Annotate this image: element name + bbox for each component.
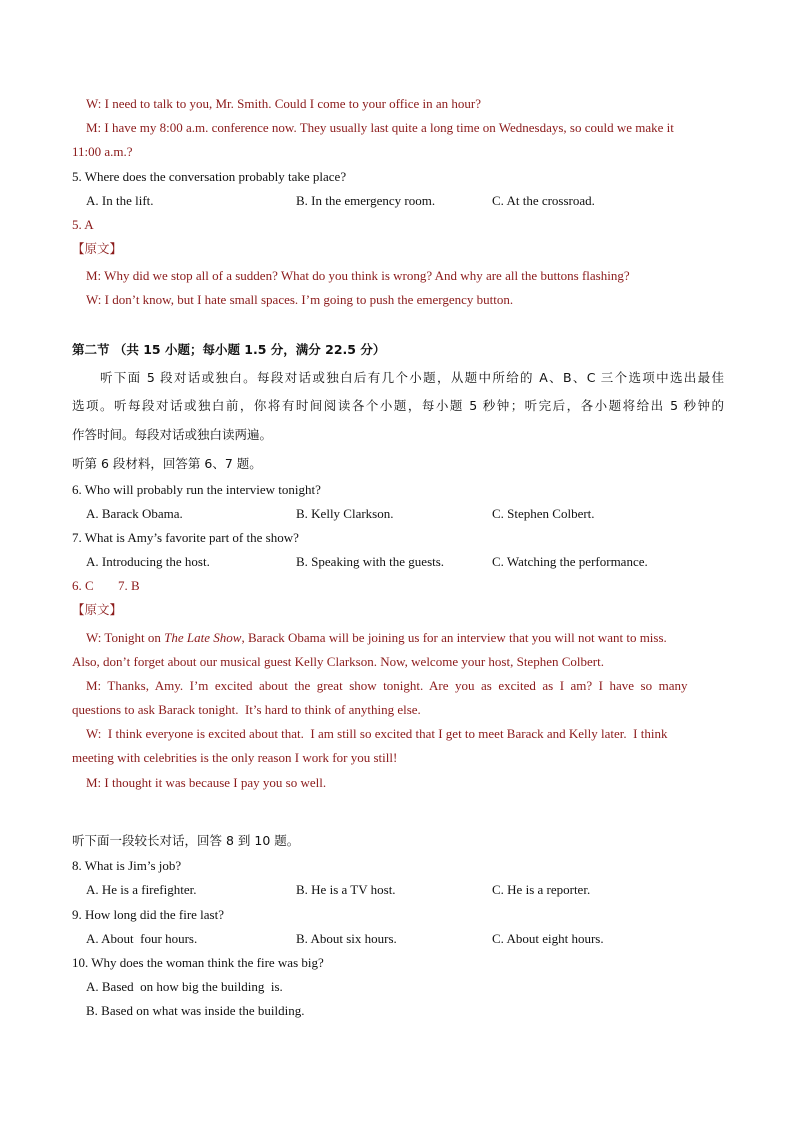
transcript-line-m-cont: 11:00 a.m.? xyxy=(72,144,133,159)
section-2-heading: 第二节 （共 15 小题；每小题 1.5 分，满分 22.5 分） xyxy=(72,342,386,357)
transcript-6-w2: W: I think everyone is excited about that. I am still so excited that I get to meet Barack and Kelly later. I think xyxy=(86,726,668,741)
q5-option-c: C. At the crossroad. xyxy=(492,193,595,208)
show-title: The Late Show xyxy=(164,630,242,645)
q6-option-b: B. Kelly Clarkson. xyxy=(296,506,394,521)
q7-option-c: C. Watching the performance. xyxy=(492,554,648,569)
q8-option-b: B. He is a TV host. xyxy=(296,882,396,897)
transcript-5-w: W: I don’t know, but I hate small spaces. I’m going to push the emergency button. xyxy=(86,292,514,307)
question-10: 10. Why does the woman think the fire was big? xyxy=(72,955,324,970)
section-2-instructions-1: 听下面 5 段对话或独白。每段对话或独白后有几个小题，从题中所给的 A、B、C 三个选项中选出最佳 xyxy=(100,370,724,385)
transcript-line-m: M: I have my 8:00 a.m. conference now. They usually last quite a long time on Wednesdays, so could we make it xyxy=(86,120,674,135)
transcript-6-m1: M: Thanks, Amy. I’m excited about the great show tonight. Are you as excited as I am? I have so many xyxy=(86,678,688,693)
transcript-6-m1-cont: questions to ask Barack tonight. It’s hard to think of anything else. xyxy=(72,702,421,717)
transcript-tag-5: 【原文】 xyxy=(72,241,123,256)
q5-option-b: B. In the emergency room. xyxy=(296,193,436,208)
q7-option-a: A. Introducing the host. xyxy=(86,554,210,569)
q5-option-a: A. In the lift. xyxy=(86,193,154,208)
transcript-6-w1-pre: W: Tonight on xyxy=(86,630,165,645)
q8-option-a: A. He is a firefighter. xyxy=(86,882,197,897)
transcript-6-w1 xyxy=(86,629,724,647)
q10-option-b: B. Based on what was inside the building. xyxy=(86,1003,305,1018)
section-2-instructions-2: 选项。听每段对话或独白前，你将有时间阅读各个小题，每小题 5 秒钟；听完后，各小题将给出 5 秒钟的 xyxy=(72,398,724,413)
q9-option-c: C. About eight hours. xyxy=(492,931,604,946)
question-5: 5. Where does the conversation probably take place? xyxy=(72,169,347,184)
q9-option-a: A. About four hours. xyxy=(86,931,198,946)
q6-option-c: C. Stephen Colbert. xyxy=(492,506,595,521)
transcript-tag-6-7: 【原文】 xyxy=(72,602,123,617)
q6-option-a: A. Barack Obama. xyxy=(86,506,183,521)
material-6-note: 听第 6 段材料，回答第 6、7 题。 xyxy=(72,456,262,471)
answer-7: 7. B xyxy=(118,578,140,593)
transcript-6-w1-cont: Also, don’t forget about our musical guest Kelly Clarkson. Now, welcome your host, Stephen Colbert. xyxy=(72,654,604,669)
question-6: 6. Who will probably run the interview tonight? xyxy=(72,482,321,497)
material-8-note: 听下面一段较长对话，回答 8 到 10 题。 xyxy=(72,833,300,848)
answer-6: 6. C xyxy=(72,578,94,593)
q7-option-b: B. Speaking with the guests. xyxy=(296,554,445,569)
question-8: 8. What is Jim’s job? xyxy=(72,858,182,873)
transcript-6-w1-post: , Barack Obama will be joining us for an interview that you will not want to miss. xyxy=(241,630,667,645)
transcript-5-m: M: Why did we stop all of a sudden? What do you think is wrong? And why are all the buttons flashing? xyxy=(86,268,630,283)
transcript-line-w: W: I need to talk to you, Mr. Smith. Could I come to your office in an hour? xyxy=(86,96,481,111)
transcript-6-m2: M: I thought it was because I pay you so well. xyxy=(86,775,327,790)
q8-option-c: C. He is a reporter. xyxy=(492,882,591,897)
transcript-6-w2-cont: meeting with celebrities is the only reason I work for you still! xyxy=(72,750,398,765)
question-7: 7. What is Amy’s favorite part of the show? xyxy=(72,530,299,545)
answer-5: 5. A xyxy=(72,217,94,232)
q9-option-b: B. About six hours. xyxy=(296,931,397,946)
question-9: 9. How long did the fire last? xyxy=(72,907,224,922)
q10-option-a: A. Based on how big the building is. xyxy=(86,979,283,994)
section-2-instructions-3: 作答时间。每段对话或独白读两遍。 xyxy=(72,427,273,442)
